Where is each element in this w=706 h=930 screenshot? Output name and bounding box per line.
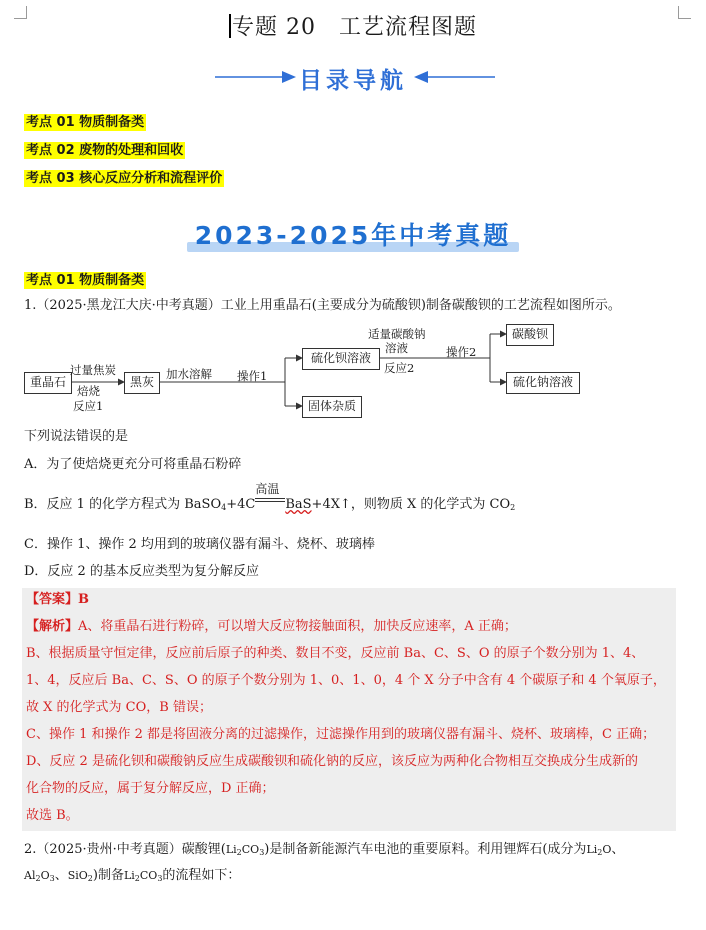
flow-label-solution: 溶液 <box>385 341 408 355</box>
analysis-line-5: C、操作 1 和操作 2 都是将固液分离的过滤操作，过滤操作用到的玻璃仪器有漏斗、烧杯、玻璃棒，C 正确； <box>26 727 656 742</box>
flow-box-product: 碳酸钡 <box>506 324 554 346</box>
analysis-line-6: D、反应 2 是硫化钡和碳酸钠反应生成碳酸钡和硫化钠的反应，该反应为两种化合物相互交换成分生成新的 <box>26 754 638 769</box>
toc-item[interactable]: 考点 03 核心反应分析和流程评价 <box>26 171 223 186</box>
analysis-line-3: 1、4，反应后 Ba、C、S、O 的原子个数分别为 1、0、1、0，4 个 X 分子中含有 4 个碳原子和 4 个氧原子， <box>26 673 666 688</box>
analysis-line-2: B、根据质量守恒定律，反应前后原子的种类、数目不变，反应前 Ba、C、S、O 的原子个数分别为 1、4、 <box>26 646 645 661</box>
flow-diagram <box>0 320 706 420</box>
flow-label-reaction2: 反应2 <box>384 361 415 375</box>
equation-condition: 高温 <box>255 496 285 508</box>
question-2-line-2: $Al_2O_3$、SiO$_2$)制备$Li_2CO_3$的流程如下： <box>24 868 241 883</box>
option-d[interactable]: D．反应 2 的基本反应类型为复分解反应 <box>24 564 259 579</box>
question-2-line-1: 2.（2025·贵州·中考真题）碳酸锂$(Li_2CO_3)$是制备新能源汽车电池的重要原料。利用锂辉石(成分为$Li_2O$、 <box>24 842 625 857</box>
flow-label-water: 加水溶解 <box>166 367 212 381</box>
analysis-line-1: 【解析】A、将重晶石进行粉碎，可以增大反应物接触面积，加快反应速率，A 正确； <box>26 619 517 634</box>
analysis-line-4: 故 X 的化学式为 CO，B 错误； <box>26 700 212 715</box>
flow-box-byproduct: 硫化钠溶液 <box>506 372 580 394</box>
option-b[interactable]: B．反应 1 的化学方程式为 BaSO$_4$+4C 高温 BaS+4X↑，则物质 X 的化学式为 $CO_2$ <box>24 482 516 512</box>
page-title: 专题 20 工艺流程图题 <box>0 10 706 41</box>
flow-box-raw: 重晶石 <box>24 372 72 394</box>
flow-label-na2co3: 适量碳酸钠 <box>368 327 426 341</box>
flow-box-bas-solution: 硫化钡溶液 <box>302 348 380 370</box>
section-label: 考点 01 物质制备类 <box>26 273 145 288</box>
toc-item[interactable]: 考点 02 废物的处理和回收 <box>26 143 184 158</box>
flow-label-roast: 焙烧 <box>77 384 100 398</box>
flow-label-coke: 过量焦炭 <box>70 363 116 377</box>
nav-title: 目录导航 <box>299 68 407 94</box>
question-1-prompt: 下列说法错误的是 <box>24 429 129 444</box>
question-1-stem: 1.（2025·黑龙江大庆·中考真题）工业上用重晶石(主要成分为硫酸钡)制备碳酸钡的工艺流程如图所示。 <box>24 298 621 313</box>
option-c[interactable]: C．操作 1、操作 2 均用到的玻璃仪器有漏斗、烧杯、玻璃棒 <box>24 537 375 552</box>
analysis-line-8: 故选 B。 <box>26 808 79 823</box>
exam-banner: 2023-2025年中考真题 <box>0 214 706 254</box>
flow-box-solid-impurity: 固体杂质 <box>302 396 362 418</box>
flow-label-op1: 操作1 <box>237 369 268 383</box>
text-cursor <box>229 14 231 38</box>
option-a[interactable]: A．为了使焙烧更充分可将重晶石粉碎 <box>24 457 242 472</box>
analysis-line-7: 化合物的反应，属于复分解反应，D 正确； <box>26 781 275 796</box>
toc-item[interactable]: 考点 01 物质制备类 <box>26 115 145 130</box>
flow-label-reaction1: 反应1 <box>73 399 104 413</box>
answer-line: 【答案】B <box>26 592 89 607</box>
flow-box-black-ash: 黑灰 <box>124 372 160 394</box>
flow-label-op2: 操作2 <box>446 345 477 359</box>
